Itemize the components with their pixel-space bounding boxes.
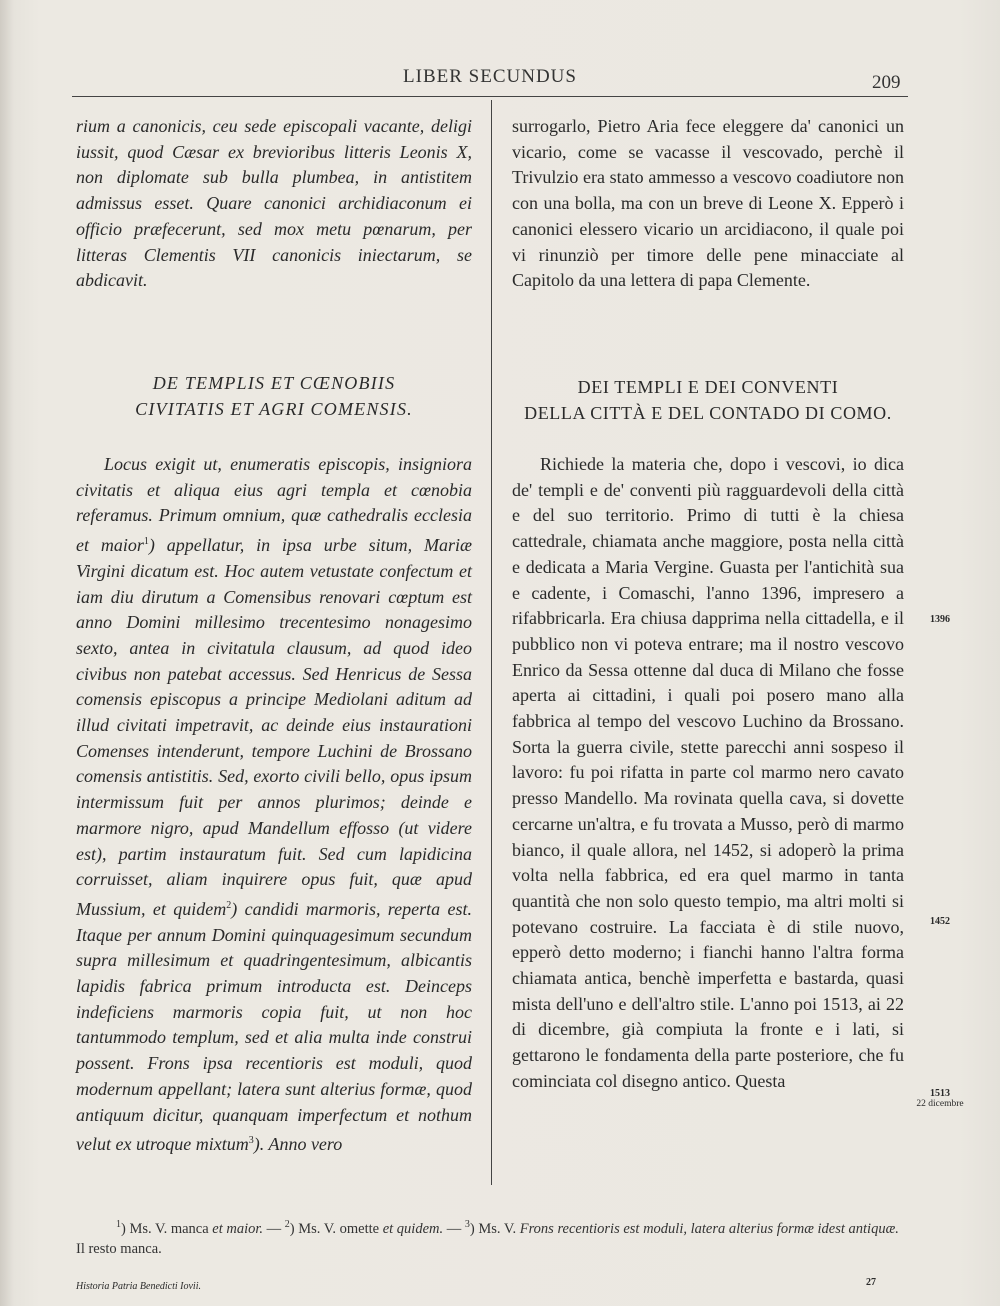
italian-opening-text: surrogarlo, Pietro Aria fece eleggere da' canonici un vicario, come se vacasse il vescovado, perchè il Trivulzio era stato ammesso a vescovo coadiutore non con una bolla, ma con un breve di Leone X. Epperò i canonici elessero vicario un arcidiacono, il quale poi vi rinunziò per timore delle pene minacciate al Capitolo da una lettera di papa Clemente.	[512, 116, 904, 291]
footnote-ref-3: 3	[248, 1135, 254, 1147]
footnote-separator-2: —	[443, 1220, 465, 1237]
footnote-3-number: 3	[464, 1219, 470, 1230]
margin-note-1513	[912, 1088, 968, 1110]
latin-body-paragraph	[76, 452, 472, 1158]
latin-body-part4: ). Anno vero	[253, 1134, 343, 1155]
italian-opening-paragraph	[512, 114, 904, 294]
margin-note-year: 1513	[930, 1088, 950, 1099]
footnote-2-italic: et quidem.	[382, 1220, 444, 1237]
latin-opening-paragraph	[76, 114, 472, 294]
footnote-3-italic: Frons recentioris est moduli, latera alterius formæ idest antiquæ.	[519, 1220, 899, 1237]
sheet-number: 27	[866, 1277, 876, 1288]
footnote-1-italic: et maior.	[212, 1220, 264, 1237]
italian-body-paragraph	[512, 452, 904, 1095]
footnote-2-number: 2	[284, 1219, 290, 1230]
footnote-2-text: ) Ms. V. omette	[289, 1220, 383, 1237]
footnote-separator-1: —	[263, 1220, 285, 1237]
latin-heading-line2: CIVITATIS ET AGRI COMENSIS.	[135, 399, 413, 419]
latin-heading-line1: DE TEMPLIS ET CŒNOBIIS	[152, 373, 396, 393]
signature-line: Historia Patria Benedicti Iovii.	[76, 1281, 201, 1292]
footnote-3-tail: Il resto manca.	[76, 1240, 162, 1257]
column-divider	[491, 100, 492, 1185]
italian-heading-line2: DELLA CITTÀ E DEL CONTADO DI COMO.	[524, 403, 892, 423]
page-number: 209	[872, 72, 901, 93]
margin-note-1452: 1452	[930, 916, 950, 927]
latin-body-part2: ) appellatur, in ipsa urbe situm, Mariæ Virgini dicatum est. Hoc autem vetustate confectum et iam diu dirutum a Comensibus renovari cœptum est anno Domini millesimo trecentesimo nonagesimo sexto, antea in civitatula clausum, ad quod ideo civibus non patebat accessus. Sed Henricus de Sessa comensis episcopus a principe Mediolani aditum ad illud civitati impetravit, ac deinde eius instaurationi Comenses intenderunt, tempore Luchini de Brossano comensis antistitis. Sed, exorto civili bello, opus ipsum intermissum fuit per annos plurimos; deinde e marmore nigro, apud Mandellum effosso (ut videre est), partim instauratum fuit. Sed cum lapidicina corruisset, aliam inquirere opus fuit, quæ apud Mussium, et quidem	[76, 535, 472, 919]
latin-section-heading	[76, 370, 472, 422]
margin-note-1396: 1396	[930, 614, 950, 625]
footnote-ref-2: 2	[226, 899, 232, 911]
footnote-1-number: 1	[116, 1219, 121, 1230]
footnotes	[76, 1215, 906, 1259]
italian-section-heading	[512, 374, 904, 426]
latin-body-part1: Locus exigit ut, enumeratis episcopis, insigniora civitatis et aliqua eius agri templa et cœnobia referamus. Primum omnium, quæ cathedralis ecclesia et maior	[76, 454, 472, 556]
footnote-ref-1: 1	[143, 536, 149, 548]
footnote-3-text: ) Ms. V.	[469, 1220, 520, 1237]
footnote-1-text: ) Ms. V. manca	[121, 1220, 213, 1237]
latin-body-text	[76, 452, 472, 1158]
header-rule	[72, 96, 908, 97]
italian-heading-line1: DEI TEMPLI E DEI CONVENTI	[577, 377, 839, 397]
italian-body-text: Richiede la materia che, dopo i vescovi, io dica de' templi e de' conventi più ragguardevoli della città e del suo territorio. Primo di tutti è la chiesa cattedrale, chiamata anche maggiore, posta nella città e dedicata a Maria Vergine. Guasta per l'antichità sua e cadente, i Comaschi, l'anno 1396, impresero a rifabbricarla. Era chiusa dapprima nella cittadella, e il pubblico non vi poteva entrare; ma il nostro vescovo Enrico da Sessa ottenne dal duca di Milano che fosse aperta ai cittadini, i quali poi posero mano alla fabbrica al tempo del vescovo Luchino da Brossano. Sorta la guerra civile, stette parecchi anni sospeso il lavoro: fu poi rifatta in parte col marmo nero cavato presso Mandello. Ma rovinata quella cava, si dovette cercarne un'altra, e fu trovata a Musso, però di marmo bianco, il quale allora, nel 1452, si adoperò la prima volta nella fabbrica, ed era quel marmo in tanta quantità che non solo questo tempio, ma altri molti si potevano costruire. La facciata è di stile nuovo, epperò detto moderno; i fianchi hanno l'altra forma chiamata antica, benchè imperfetta e bastarda, quasi mista dell'uno e dell'altro stile. L'anno poi 1513, ai 22 di dicembre, già compiuta la fronte e i lati, si gettarono le fondamenta della parte posteriore, che fu cominciata col disegno antico. Questa	[512, 454, 904, 1091]
latin-body-part3: ) candidi marmoris, reperta est. Itaque per annum Domini quinquagesimum secundum supra millesimum et quadringentesimum, albicantis lapidis fabrica primum introducta est. Deinceps indeficiens marmoris copia fuit, ut non hoc tantummodo templum, sed et alia multa inde construi possent. Frons ipsa recentioris est moduli, quod modernum appellant; latera sunt alterius formæ, quod antiquum dicitur, quanquam imperfectum et nothum velut ex utroque mixtum	[76, 898, 472, 1155]
margin-note-date: 22 dicembre	[916, 1099, 964, 1109]
latin-opening-text: rium a canonicis, ceu sede episcopali vacante, deligi iussit, quod Cæsar ex brevioribus litteris Leonis X, non diplomate sub bulla plumbea, in antistitem admissus esset. Quare canonici archidiaconum ei officio præfecerunt, sed mox metu pœnarum, per litteras Clementis VII canonicis iniectarum, se abdicavit.	[76, 116, 472, 291]
running-title: LIBER SECUNDUS	[403, 66, 577, 87]
